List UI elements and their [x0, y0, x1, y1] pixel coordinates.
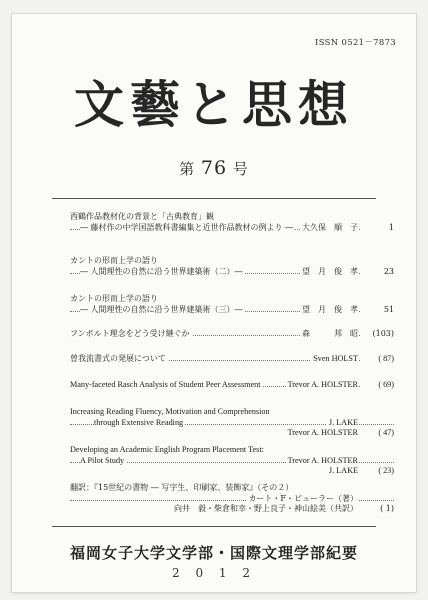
toc-entry-page: (103)	[360, 329, 394, 340]
toc-entry-title: Increasing Reading Fluency, Motivation and Comprehension	[70, 407, 270, 416]
toc-entry-author: 大久保 順 子	[302, 222, 358, 232]
toc-entry-title: 翻訳：『15世紀の書物 ― 写字生、印刷家、装飾家』（その２）	[70, 483, 294, 492]
toc-entry-page: 51	[360, 305, 394, 316]
toc-entry-author: 向井 毅・柴倉和幸・野上良子・神山絵美（共訳）	[174, 504, 358, 513]
volume-suffix: 号	[232, 160, 249, 178]
volume-prefix: 第	[179, 160, 196, 178]
toc-entry-title: 曽我流書式の発展について	[70, 354, 166, 363]
toc-entry-title: Many-faceted Rasch Analysis of Student Peer Assessment	[70, 380, 261, 389]
toc-entry	[70, 212, 394, 233]
toc-entry-page: ( 69)	[360, 380, 394, 391]
toc-entry-subtitle: A Pilot Study	[80, 455, 125, 465]
toc-entry-page: 23	[360, 267, 394, 278]
volume-issue: 76	[200, 157, 228, 179]
publication-year: 2 0 1 2	[172, 566, 256, 580]
toc-entry-subtitle: ― 人間理性の自然に沿う世界建築術（二）―	[80, 266, 243, 276]
toc-entry-page: ( 23)	[360, 466, 394, 477]
toc-entry-title: 西鶴作品教材化の背景と「古典教育」観	[70, 212, 214, 221]
toc-entry-author: Trevor A. HOLSTER	[287, 428, 358, 437]
toc-entry-author: 望 月 俊 孝	[302, 304, 358, 314]
toc-entry-author: J. LAKE	[328, 417, 358, 427]
toc-entry-page: ( 87)	[360, 354, 394, 365]
toc-entry-author: カート・F・ビューラー（著）	[248, 493, 358, 503]
volume-number	[12, 157, 416, 179]
issn-number: ISSN 0521－7873	[315, 38, 396, 48]
journal-cover	[12, 14, 416, 592]
toc-entry-subtitle: ― 藤村作の中学国語教科書編集と近世作品教材の例より ―	[80, 222, 294, 232]
toc-entry-subtitle: ― 人間理性の自然に沿う世界建築術（三）―	[80, 304, 243, 314]
toc-entry-title: フンボルト理念をどう受け継ぐか	[70, 329, 190, 338]
toc-entry-subtitle: through Extensive Reading	[94, 417, 184, 427]
toc-entry	[70, 380, 394, 391]
toc-entry-author: Trevor A. HOLSTER	[287, 455, 358, 465]
divider-top	[52, 198, 376, 199]
journal-title: 文藝と思想	[74, 75, 354, 134]
toc-entry-title: カントの形而上学の語り	[70, 294, 158, 303]
toc-entry-author: Sven HOLST	[313, 354, 358, 363]
toc-entry-title: カントの形而上学の語り	[70, 256, 158, 265]
toc-entry-page: 1	[360, 223, 394, 234]
toc-entry	[70, 329, 394, 340]
toc-entry	[70, 445, 394, 477]
toc-entry-author: 望 月 俊 孝	[302, 266, 358, 276]
toc-entry	[70, 294, 394, 315]
toc-entry	[70, 256, 394, 277]
publisher-name: 福岡女子大学文学部・国際文理学部紀要	[69, 544, 358, 562]
toc-entry-author: 森 邦 昭	[302, 329, 358, 338]
divider-bottom	[52, 526, 376, 527]
toc-entry-author: Trevor A. HOLSTER	[287, 380, 358, 389]
toc-entry	[70, 407, 394, 439]
toc-entry-page: ( 1)	[360, 504, 394, 515]
toc-entry-page: ( 47)	[360, 428, 394, 439]
toc-entry	[70, 354, 394, 365]
toc-entry-title: Developing an Academic English Program Placement Test:	[70, 445, 264, 454]
toc-entry-author: J. LAKE	[328, 466, 358, 475]
toc-entry	[70, 483, 394, 515]
